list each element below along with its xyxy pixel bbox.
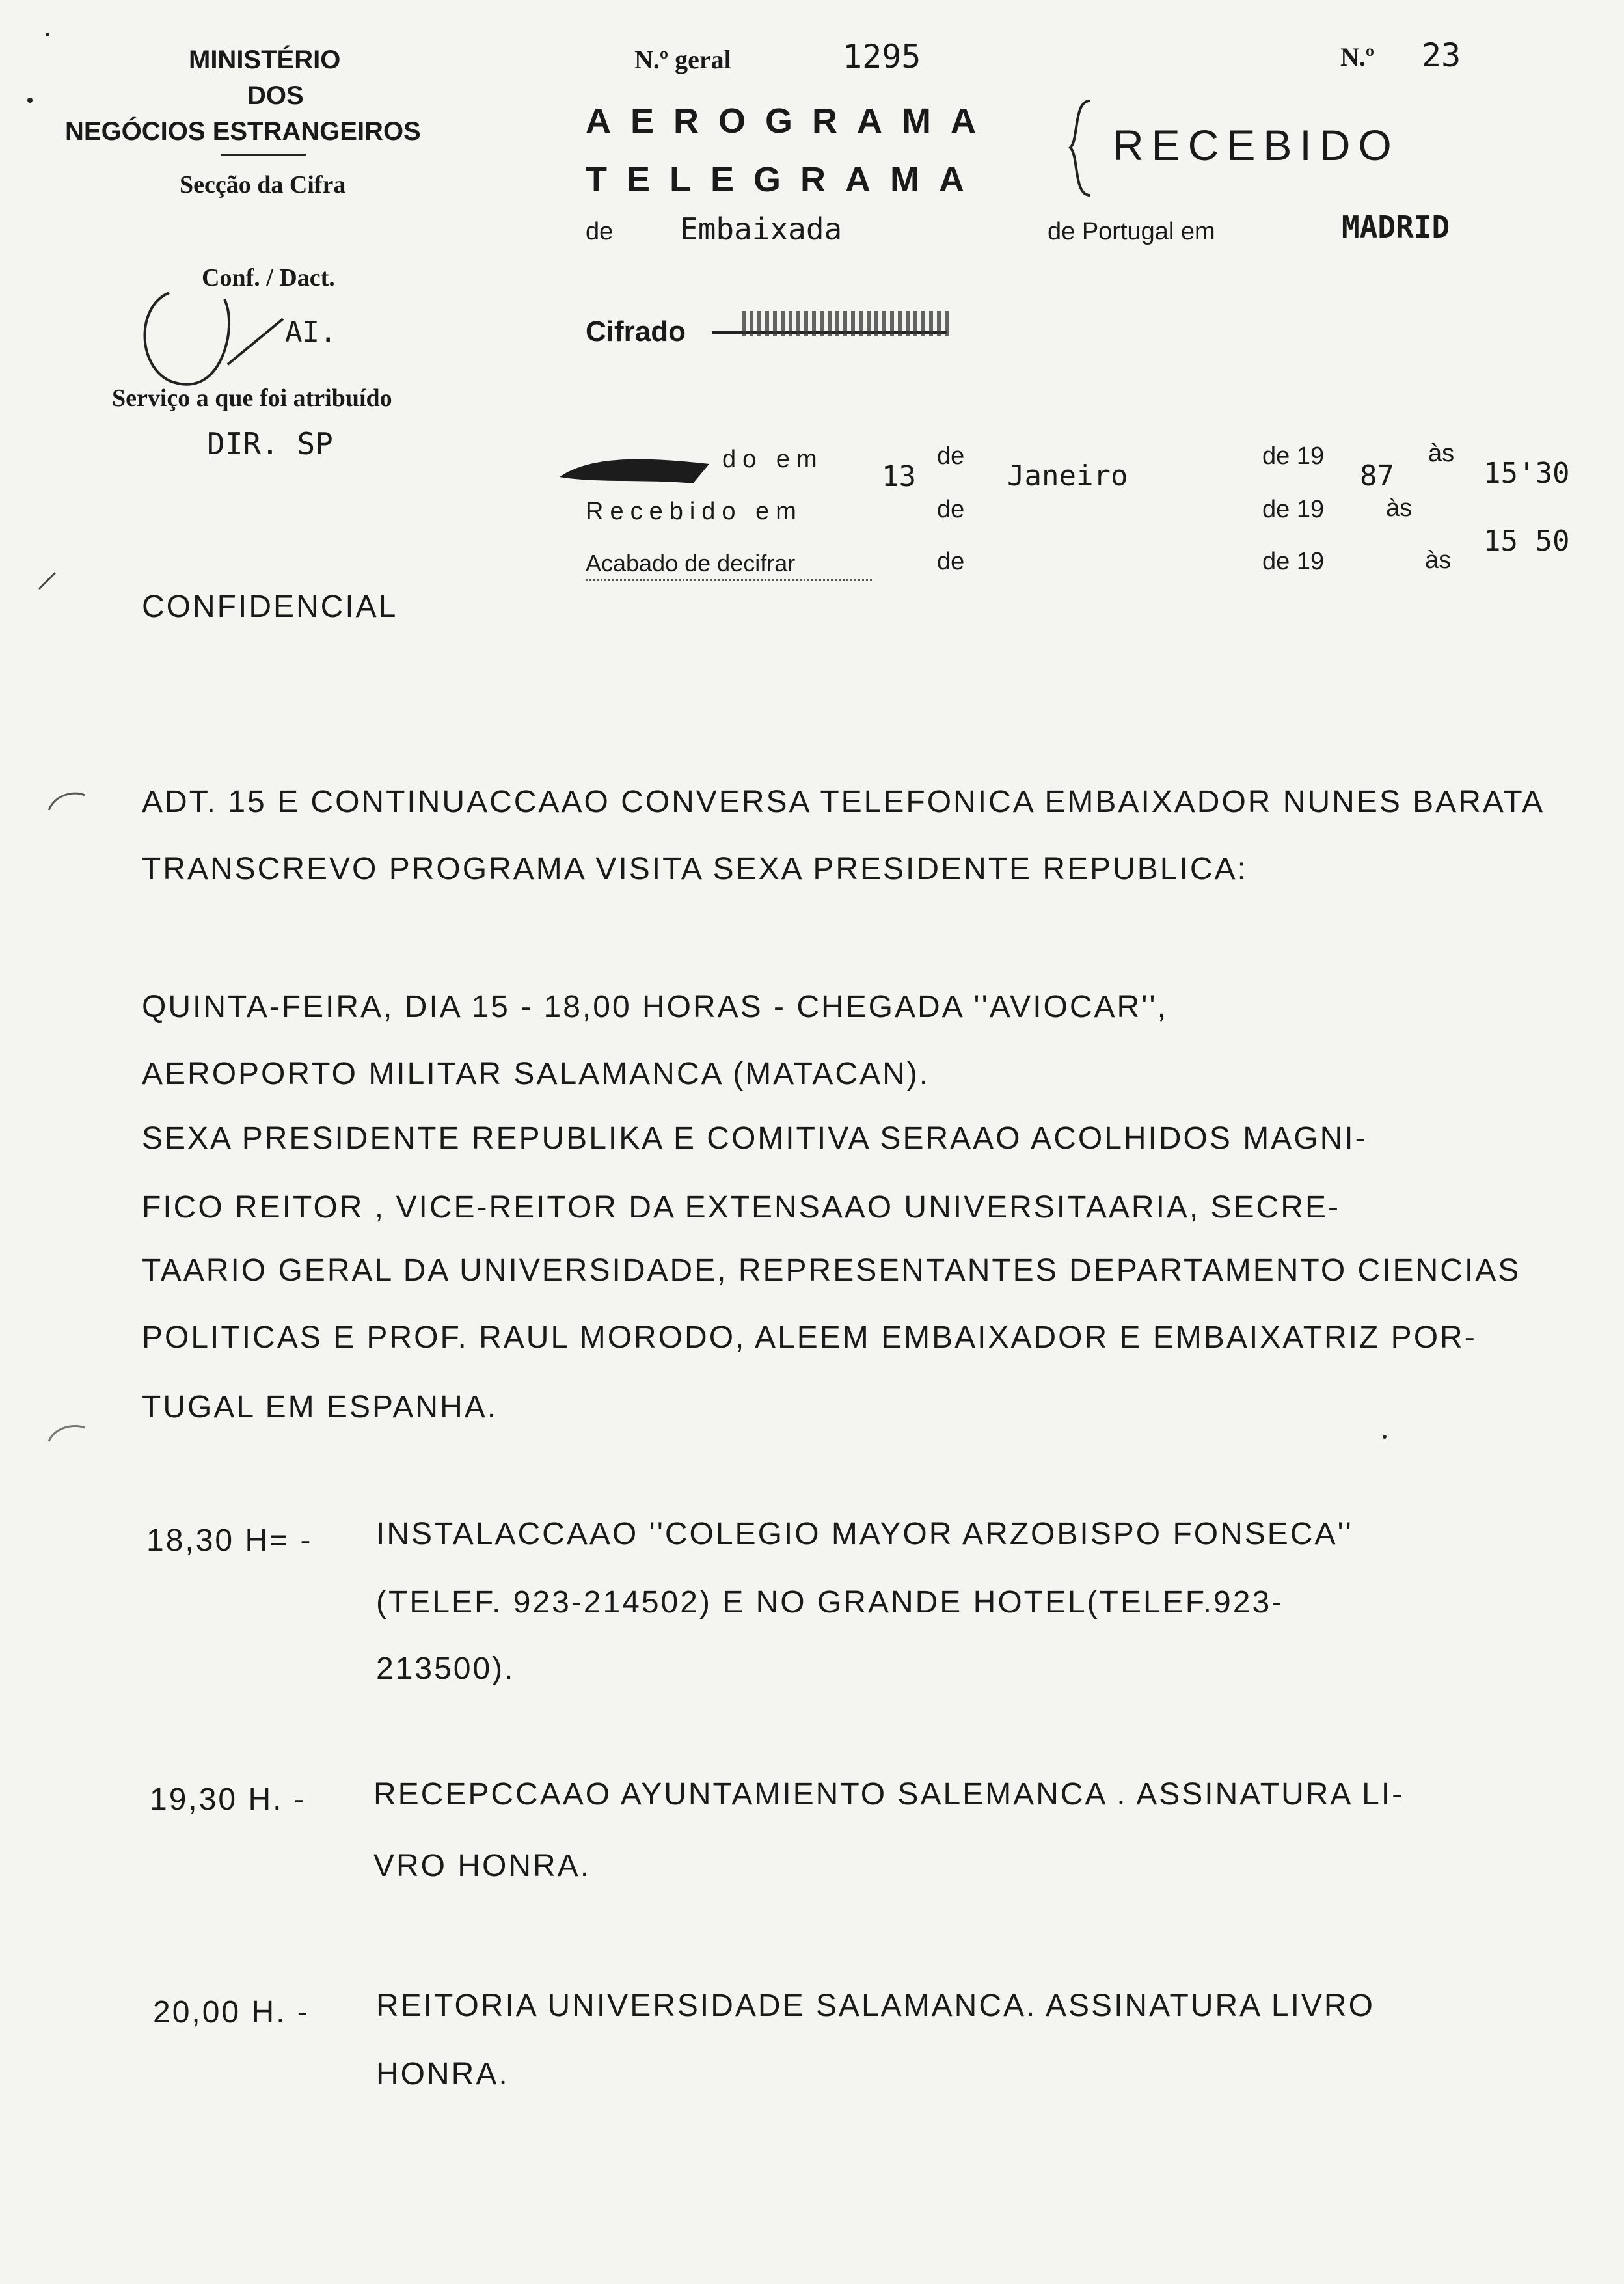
scan-mark-icon [36,566,62,592]
conf-dact-value: AI. [285,316,337,349]
received-label: Recebido em [586,498,803,525]
service-label: Serviço a que foi atribuído [112,385,392,412]
item1-line-3: 213500). [376,1652,515,1686]
item3-line-1: REITORIA UNIVERSIDADE SALAMANCA. ASSINATURA LIVRO [376,1989,1375,2023]
classification: CONFIDENCIAL [142,590,398,624]
scan-speck [46,33,49,36]
section-label: Secção da Cifra [180,171,346,198]
sent-as-label: às [1428,440,1455,467]
item1-line-2: (TELEF. 923-214502) E NO GRANDE HOTEL(TELEF.923- [376,1585,1284,1620]
sent-de-label: de [937,442,965,470]
scan-speck [27,98,33,103]
item1-time: 18,30 H= - [146,1523,313,1558]
sent-time: 15'30 [1483,457,1570,490]
from-entity: Embaixada [680,211,843,247]
para1-line-7: TUGAL EM ESPANHA. [142,1390,498,1424]
conf-dact-label: Conf. / Dact. [202,264,335,292]
scan-speck [1383,1435,1387,1439]
num-geral-value: 1295 [843,38,921,75]
decipher-de-label: de [937,548,965,575]
sent-month: Janeiro [1007,459,1128,493]
decipher-de19-label: de 19 [1262,548,1325,575]
cifrado-label: Cifrado [586,316,686,347]
ministry-line3: NEGÓCIOS ESTRANGEIROS [65,117,421,146]
sent-day: 13 [882,460,916,493]
item2-line-2: VRO HONRA. [373,1849,591,1883]
intro-line-2: TRANSCREVO PROGRAMA VISITA SEXA PRESIDENTE REPUBLICA: [142,852,1248,886]
ministry-line1: MINISTÉRIO [189,46,341,74]
item2-line-1: RECEPCCAAO AYUNTAMIENTO SALEMANCA . ASSINATURA LI- [373,1777,1405,1812]
dotted-line [586,578,872,581]
punch-hole-arc-icon-2 [46,1419,91,1445]
intro-line-1: ADT. 15 E CONTINUACCAAO CONVERSA TELEFONICA EMBAIXADOR NUNES BARATA [142,785,1545,819]
para1-line-6: POLITICAS E PROF. RAUL MORODO, ALEEM EMBAIXADOR E EMBAIXATRIZ POR- [142,1320,1477,1355]
city: MADRID [1342,210,1450,245]
item3-line-2: HONRA. [376,2057,509,2091]
brace-icon [1067,98,1093,198]
para1-line-2: AEROPORTO MILITAR SALAMANCA (MATACAN). [142,1057,930,1091]
ministry-line2: DOS [247,81,304,110]
divider [221,154,306,156]
para1-line-5: TAARIO GERAL DA UNIVERSIDADE, REPRESENTANTES DEPARTAMENTO CIENCIAS [142,1253,1521,1288]
overtyped-text [742,311,950,336]
service-value: DIR. SP [207,426,333,461]
num-label: N.º [1340,42,1375,72]
de-portugal-em-label: de Portugal em [1048,218,1215,245]
received-as-label: às [1386,495,1413,522]
item3-time: 20,00 H. - [153,1995,310,2030]
recebido-title: RECEBIDO [1113,121,1400,169]
item1-line-1: INSTALACCAAO ''COLEGIO MAYOR ARZOBISPO FONSECA'' [376,1517,1353,1551]
received-de-label: de [937,496,965,523]
decipher-as-label: às [1425,547,1452,574]
sent-year: 87 [1360,459,1394,493]
sent-de19-label: de 19 [1262,442,1325,470]
handwritten-initials-icon [130,267,299,397]
decipher-time: 15 50 [1483,524,1570,558]
num-value: 23 [1422,36,1461,74]
item2-time: 19,30 H. - [150,1782,306,1817]
decipher-label: Acabado de decifrar [586,550,796,577]
punch-hole-arc-icon [46,787,91,813]
num-geral-label: N.º geral [634,45,731,74]
de-label: de [586,218,614,245]
received-de19-label: de 19 [1262,496,1325,523]
redaction-mark-icon [553,448,735,493]
para1-line-4: FICO REITOR , VICE-REITOR DA EXTENSAAO UNIVERSITAARIA, SECRE- [142,1190,1340,1225]
para1-line-1: QUINTA-FEIRA, DIA 15 - 18,00 HORAS - CHEGADA ''AVIOCAR'', [142,990,1168,1024]
aerograma-title: AEROGRAMA [586,102,995,141]
sent-label: do em [722,446,824,473]
para1-line-3: SEXA PRESIDENTE REPUBLIKA E COMITIVA SERAAO ACOLHIDOS MAGNI- [142,1121,1368,1156]
telegrama-title: TELEGRAMA [586,160,984,199]
